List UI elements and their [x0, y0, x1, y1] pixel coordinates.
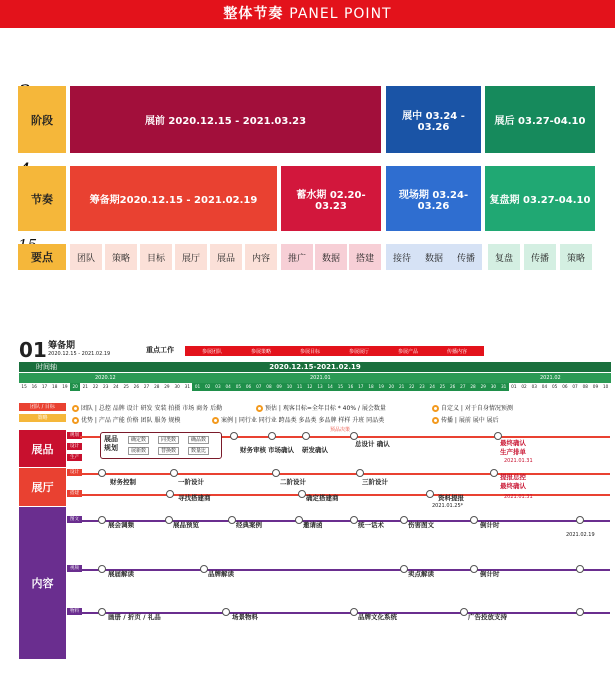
day-cell: 20: [70, 383, 80, 391]
day-cell: 20: [386, 383, 396, 391]
content-r2-2: 品牌解读: [208, 570, 234, 578]
stage-during: 展中 03.24 - 03.26: [386, 86, 481, 153]
focus-button-strategy[interactable]: 参展策略: [234, 346, 288, 356]
point-chip: 传播: [450, 244, 482, 270]
milestone-node: [460, 608, 468, 616]
content-r1-1: 展会调频: [108, 521, 134, 529]
day-cell: 02: [521, 384, 527, 389]
hall-node-4: 三阶设计: [362, 478, 388, 486]
day-cell: 25: [123, 384, 129, 389]
day-cell: 03: [531, 384, 537, 389]
day-cell: 08: [264, 383, 274, 391]
day-cell: 01: [511, 384, 517, 389]
focus-button-team[interactable]: 参展团队: [185, 346, 239, 356]
point-chip: 推广: [281, 244, 313, 270]
point-chip: 搭建: [349, 244, 381, 270]
hall-final-date: 2021.01.31: [504, 494, 533, 500]
track: [80, 473, 610, 475]
row-label-stage: 阶段: [18, 86, 66, 153]
milestone-node: [228, 516, 236, 524]
content-r1-3: 经典案例: [236, 521, 262, 529]
strategy-line-3: 传播 | 展前 展中 展后: [432, 415, 499, 424]
content-r3-2: 场景物料: [232, 613, 258, 621]
stage-pre: 展前 2020.12.15 - 2021.03.23: [70, 86, 381, 153]
day-cell: 04: [541, 384, 548, 389]
hall-final-2: 最终确认: [500, 482, 526, 490]
hall-node-1: 财务控制: [110, 478, 136, 486]
point-chip: 接待: [386, 244, 418, 270]
day-cell: 15: [335, 383, 345, 391]
box-chip: 替换数: [158, 447, 179, 455]
milestone-node: [268, 432, 276, 440]
hall-node-5: 寻找搭建商: [178, 494, 211, 502]
milestone-node: [426, 490, 434, 498]
content-r1-6: 伤害图文: [408, 521, 434, 529]
day-cell: 02: [203, 383, 213, 391]
milestone-node: [350, 516, 358, 524]
day-cell: 18: [366, 383, 376, 391]
exhibit-final-date: 2021.01.31: [504, 458, 533, 464]
section-title: 筹备期: [48, 341, 76, 351]
point-chip: 策略: [105, 244, 137, 270]
focus-button-target[interactable]: 参展目标: [283, 346, 337, 356]
day-cell: 05: [233, 383, 243, 391]
content-r3-3: 品牌文化系统: [358, 613, 397, 621]
content-r1-5: 统一话术: [358, 521, 384, 529]
point-chip: 展厅: [175, 244, 207, 270]
box-chip: 展新数: [128, 447, 149, 455]
box-chip: 数量比: [188, 447, 209, 455]
day-cell: 31: [184, 384, 191, 389]
day-cell: 22: [407, 383, 417, 391]
milestone-node: [222, 608, 230, 616]
day-cell: 24: [427, 383, 437, 391]
hall-node-6: 确定搭建商: [306, 494, 339, 502]
milestone-node: [166, 490, 174, 498]
day-cell: 29: [164, 384, 170, 389]
rhythm-review: 复盘期 03.27-04.10: [485, 166, 595, 231]
content-end-date: 2021.02.19: [566, 532, 595, 538]
day-cell: 19: [62, 384, 68, 389]
box-chip: 同类数: [158, 436, 179, 444]
day-cell: 30: [174, 384, 180, 389]
team-line-3: 自定义 | 对于自身情况预测: [432, 403, 513, 412]
row-label-rhythm: 节奏: [18, 166, 66, 231]
day-cell: 21: [82, 384, 88, 389]
strategy-label: 策略: [19, 414, 66, 422]
track: [80, 520, 610, 522]
timeline-label: 时间轴: [36, 363, 57, 371]
content-r3-1: 画册 / 折页 / 礼品: [108, 613, 161, 621]
tag-graphics: 图文: [67, 516, 82, 523]
day-cell: 01: [192, 383, 202, 391]
content-r2-3: 卖点解读: [408, 570, 434, 578]
team-line-1: 团队 | 总控 品牌 设计 研发 安装 拍摄 市场 商务 后勤: [72, 403, 222, 412]
content-r1-7: 倒计时: [480, 521, 500, 529]
hall-node-3: 二阶设计: [280, 478, 306, 486]
hall-node-7: 资料提报: [438, 494, 464, 502]
hall-node-2: 一阶设计: [178, 478, 204, 486]
section-dates: 2020.12.15 - 2021.02.19: [48, 351, 111, 357]
exhibit-node-2: 市场确认: [268, 446, 294, 454]
milestone-node: [302, 432, 310, 440]
lane-exhibit: 展品: [19, 430, 66, 467]
hall-node-7-date: 2021.01.25*: [432, 503, 464, 509]
focus-button-content[interactable]: 传播内容: [430, 346, 484, 356]
row-label-points: 要点: [18, 244, 66, 270]
point-chip: 目标: [140, 244, 172, 270]
exhibit-node-1: 财务审核: [240, 446, 266, 454]
day-cell: 25: [437, 383, 447, 391]
milestone-node: [200, 565, 208, 573]
milestone-node: [470, 516, 478, 524]
content-r1-4: 邀请函: [303, 521, 323, 529]
strategy-line-2: 案例 | 同行业 同行业 跨品类 多品类 多品牌 样样 升班 同品类: [212, 415, 384, 424]
point-chip: 策略: [560, 244, 592, 270]
day-cell: 28: [468, 383, 478, 391]
rhythm-onsite: 现场期 03.24-03.26: [386, 166, 481, 231]
day-cell: 11: [294, 383, 304, 391]
tag-materials: 物料: [67, 608, 82, 615]
lane-hall: 展厅: [19, 468, 66, 506]
tag-design: 设计: [67, 443, 82, 450]
day-cell: 23: [103, 384, 109, 389]
content-r2-1: 展届解读: [108, 570, 134, 578]
exhibit-node-4: 总设计 确认: [355, 440, 390, 448]
tag-plan: 规划: [67, 432, 82, 439]
milestone-node: [400, 516, 408, 524]
day-cell: 06: [243, 383, 253, 391]
track: [80, 569, 610, 571]
milestone-node: [470, 565, 478, 573]
day-cell: 26: [448, 383, 458, 391]
day-cell: 07: [572, 384, 578, 389]
rhythm-prep: 筹备期2020.12.15 - 2021.02.19: [70, 166, 277, 231]
rhythm-storage: 蓄水期 02.20-03.23: [281, 166, 381, 231]
section-number: 01: [19, 338, 47, 362]
timeline-range: 2020.12.15-2021.02.19: [269, 363, 361, 371]
day-cell: 29: [478, 383, 488, 391]
milestone-node: [298, 490, 306, 498]
team-line-2: 预估 | 观客目标=全年目标 * 40% / 展会数量: [256, 403, 386, 412]
point-chip: 数据: [315, 244, 347, 270]
strategy-line-1: 优势 | 产品 产能 价格 团队 服务 规模: [72, 415, 180, 424]
day-cell: 08: [582, 384, 588, 389]
day-cell: 27: [143, 384, 150, 389]
milestone-node: [98, 608, 106, 616]
day-cell: 18: [52, 384, 58, 389]
month-label: 2020.12: [95, 375, 116, 381]
month-label: 2021.02: [540, 375, 561, 381]
exhibit-final-2: 生产排单: [500, 448, 526, 456]
milestone-node: [350, 432, 358, 440]
milestone-node: [272, 469, 280, 477]
milestone-node: [576, 516, 584, 524]
day-cell: 30: [488, 383, 498, 391]
content-r1-2: 展品预览: [173, 521, 199, 529]
day-cell: 09: [592, 384, 599, 389]
day-cell: 24: [113, 384, 119, 389]
tag-build: 搭建: [67, 490, 82, 497]
day-cell: 19: [376, 383, 386, 391]
exhibit-note: 预品决策: [330, 427, 351, 433]
day-cell: 10: [603, 384, 609, 389]
day-cell: 09: [274, 383, 284, 391]
milestone-node: [350, 608, 358, 616]
circle-icon: [72, 405, 79, 412]
day-cell: 31: [499, 383, 509, 391]
hall-final: 提报总控: [500, 473, 526, 481]
circle-icon: [432, 417, 439, 424]
day-cell: 04: [223, 383, 233, 391]
day-cell: 03: [213, 383, 223, 391]
tag-design: 设计: [67, 469, 82, 476]
day-cell: 22: [92, 384, 99, 389]
exhibit-node-3: 研发确认: [302, 446, 328, 454]
day-cell: 10: [284, 383, 294, 391]
circle-icon: [432, 405, 439, 412]
tag-video: 视频: [67, 565, 82, 572]
exhibit-final: 最终确认: [500, 439, 526, 447]
box-chip: 确品数: [188, 436, 209, 444]
day-cell: 07: [254, 383, 264, 391]
milestone-node: [576, 565, 584, 573]
day-cell: 12: [305, 383, 315, 391]
milestone-node: [98, 516, 106, 524]
exhibit-plan-title: 展品规划: [104, 435, 118, 452]
day-cell: 13: [315, 383, 325, 391]
circle-icon: [256, 405, 263, 412]
month-label: 2021.01: [310, 375, 331, 381]
tag-production: 生产: [67, 454, 82, 461]
milestone-node: [170, 469, 178, 477]
circle-icon: [212, 417, 219, 424]
day-cell: 06: [562, 384, 568, 389]
milestone-node: [98, 469, 106, 477]
day-strip: [19, 383, 611, 391]
banner-title: 整体节奏 PANEL POINT: [0, 0, 615, 28]
focus-button-hall[interactable]: 参展展厅: [332, 346, 386, 356]
content-r2-4: 倒计时: [480, 570, 500, 578]
day-cell: 26: [133, 384, 139, 389]
point-chip: 展品: [210, 244, 242, 270]
point-chip: 团队: [70, 244, 102, 270]
day-cell: 23: [417, 383, 427, 391]
milestone-node: [356, 469, 364, 477]
day-cell: 21: [397, 383, 407, 391]
milestone-node: [230, 432, 238, 440]
lane-content: 内容: [19, 507, 66, 659]
box-chip: 确定数: [128, 436, 149, 444]
day-cell: 05: [551, 384, 558, 389]
circle-icon: [72, 417, 79, 424]
point-chip: 内容: [245, 244, 277, 270]
day-cell: 27: [458, 383, 468, 391]
day-cell: 16: [346, 383, 356, 391]
milestone-node: [490, 469, 498, 477]
focus-label: 重点工作: [146, 346, 174, 354]
day-cell: 28: [154, 384, 160, 389]
milestone-node: [295, 516, 303, 524]
stage-post: 展后 03.27-04.10: [485, 86, 595, 153]
day-cell: 16: [31, 384, 37, 389]
point-chip: 复盘: [488, 244, 520, 270]
day-cell: 15: [21, 384, 27, 389]
milestone-node: [400, 565, 408, 573]
milestone-node: [576, 608, 584, 616]
day-cell: 14: [325, 383, 335, 391]
focus-button-product[interactable]: 参展产品: [381, 346, 435, 356]
milestone-node: [98, 565, 106, 573]
day-cell: 17: [41, 384, 48, 389]
day-cell: 17: [356, 383, 366, 391]
content-r3-4: 广告投放支持: [468, 613, 507, 621]
point-chip: 传播: [524, 244, 556, 270]
milestone-node: [165, 516, 173, 524]
team-label: 团队 / 目标: [19, 403, 66, 411]
point-chip: 数据: [418, 244, 450, 270]
